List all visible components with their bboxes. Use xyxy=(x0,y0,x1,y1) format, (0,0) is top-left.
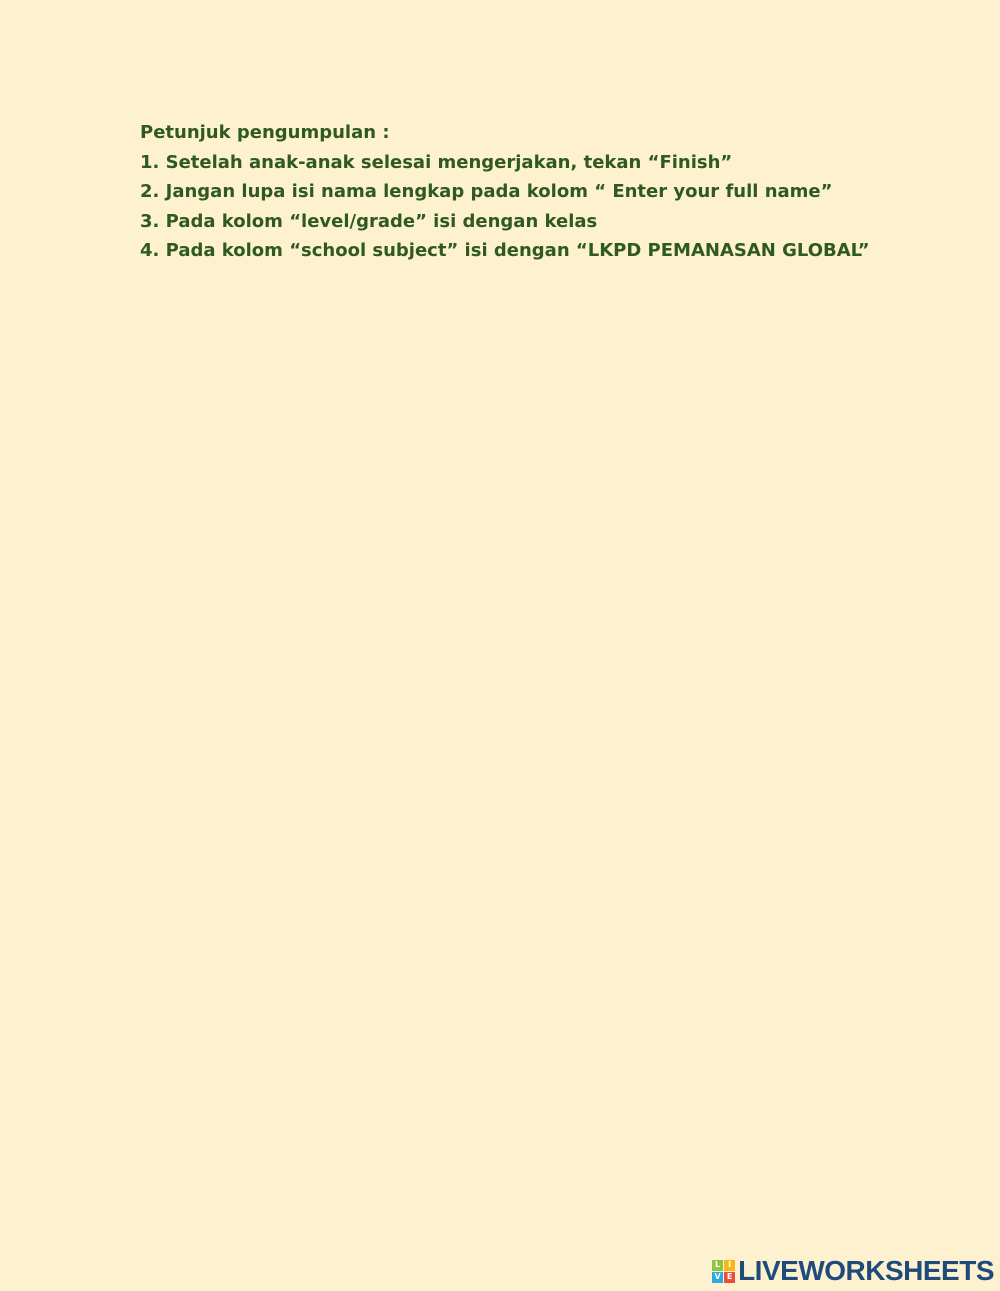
logo-letter-l: L xyxy=(712,1260,723,1271)
instruction-item-4: 4. Pada kolom “school subject” isi dengan “LKPD PEMANASAN GLOBAL” xyxy=(140,240,870,261)
instructions-heading: Petunjuk pengumpulan : xyxy=(140,122,390,143)
submission-instructions xyxy=(140,118,870,266)
instruction-item-3: 3. Pada kolom “level/grade” isi dengan kelas xyxy=(140,210,598,232)
logo-text: LIVEWORKSHEETS xyxy=(738,1255,994,1286)
liveworksheets-logo xyxy=(712,1257,994,1285)
logo-letter-e: E xyxy=(724,1272,735,1283)
instruction-item-1: 1. Setelah anak-anak selesai mengerjakan, tekan “Finish” xyxy=(140,151,733,173)
instruction-item-2: 2. Jangan lupa isi nama lengkap pada kolom “ Enter your full name” xyxy=(140,181,833,202)
logo-letter-v: V xyxy=(712,1272,723,1283)
logo-squares-icon xyxy=(712,1260,735,1283)
logo-letter-i: I xyxy=(724,1260,735,1271)
